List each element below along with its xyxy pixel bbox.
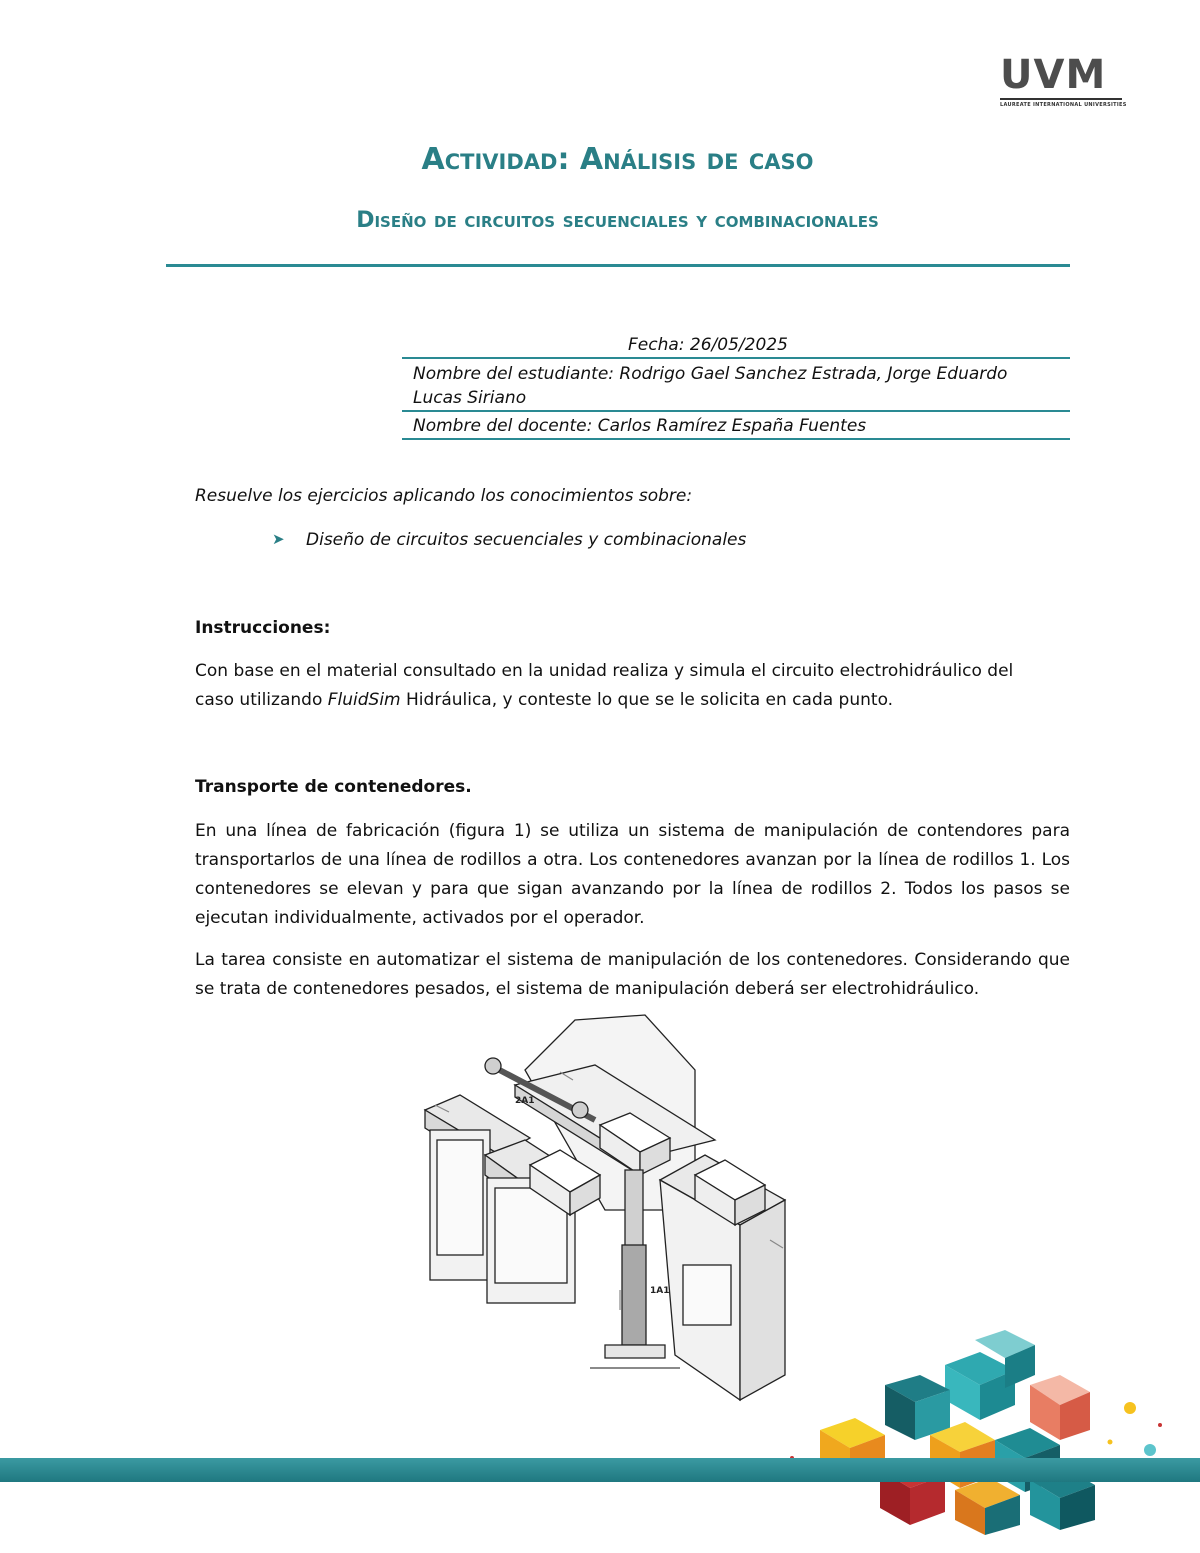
arrow-bullet-icon: ➤ (272, 530, 285, 548)
label-2a1: 2A1 (515, 1096, 535, 1106)
uvm-logo (1000, 52, 1127, 108)
meta-divider (402, 410, 1070, 412)
footer-band (0, 1458, 1200, 1482)
case-paragraph-2: La tarea consiste en automatizar el sistema de manipulación de los contenedores. Considerando que se trata de contenedores pesados, el sistema de manipulación deberá ser electrohidráulico. (195, 950, 1070, 999)
meta-divider (402, 357, 1070, 359)
student-names-line2: Lucas Siriano (413, 388, 527, 408)
case-heading: Transporte de contenedores. (195, 777, 472, 797)
instructions-heading: Instrucciones: (195, 618, 331, 638)
instructions-line2 (195, 686, 1075, 715)
logo-text: UVM (1000, 52, 1107, 98)
case-paragraph-1: En una línea de fabricación (figura 1) se utiliza un sistema de manipulación de contendores para transportarlos de una línea de rodillos a otra. Los contenedores avanzan por la línea de rodillos 1. Los contenedores se elevan y para que sigan avanzando por la línea de rodillos 2. Todos los pasos se ejecutan individualmente, activados por el operador. (195, 821, 1070, 928)
label-1a1: 1A1 (650, 1286, 670, 1296)
page-subtitle: Diseño de circuitos secuenciales y combinacionales (356, 208, 879, 233)
title-divider (166, 264, 1070, 267)
instructions-line1: Con base en el material consultado en la unidad realiza y simula el circuito electrohidráulico del (195, 661, 1014, 681)
page-title: Actividad: Análisis de caso (421, 142, 814, 177)
instructions-text-a: caso utilizando (195, 690, 328, 710)
teacher-name: Nombre del docente: Carlos Ramírez España Fuentes (413, 416, 867, 436)
meta-divider (402, 438, 1070, 440)
decorative-cubes (780, 1330, 1200, 1553)
container-handling-figure (415, 1010, 835, 1405)
topic-bullet: Diseño de circuitos secuenciales y combinacionales (306, 530, 747, 550)
instructions-text-b: Hidráulica, y conteste lo que se le solicita en cada punto. (400, 690, 894, 710)
fluidsim-term: FluidSim (327, 690, 401, 710)
fecha: Fecha: 26/05/2025 (628, 335, 788, 355)
intro-text: Resuelve los ejercicios aplicando los conocimientos sobre: (195, 486, 693, 506)
logo-tagline: LAUREATE INTERNATIONAL UNIVERSITIES (1000, 98, 1122, 108)
student-names-line1: Nombre del estudiante: Rodrigo Gael Sanchez Estrada, Jorge Eduardo (413, 364, 1008, 384)
